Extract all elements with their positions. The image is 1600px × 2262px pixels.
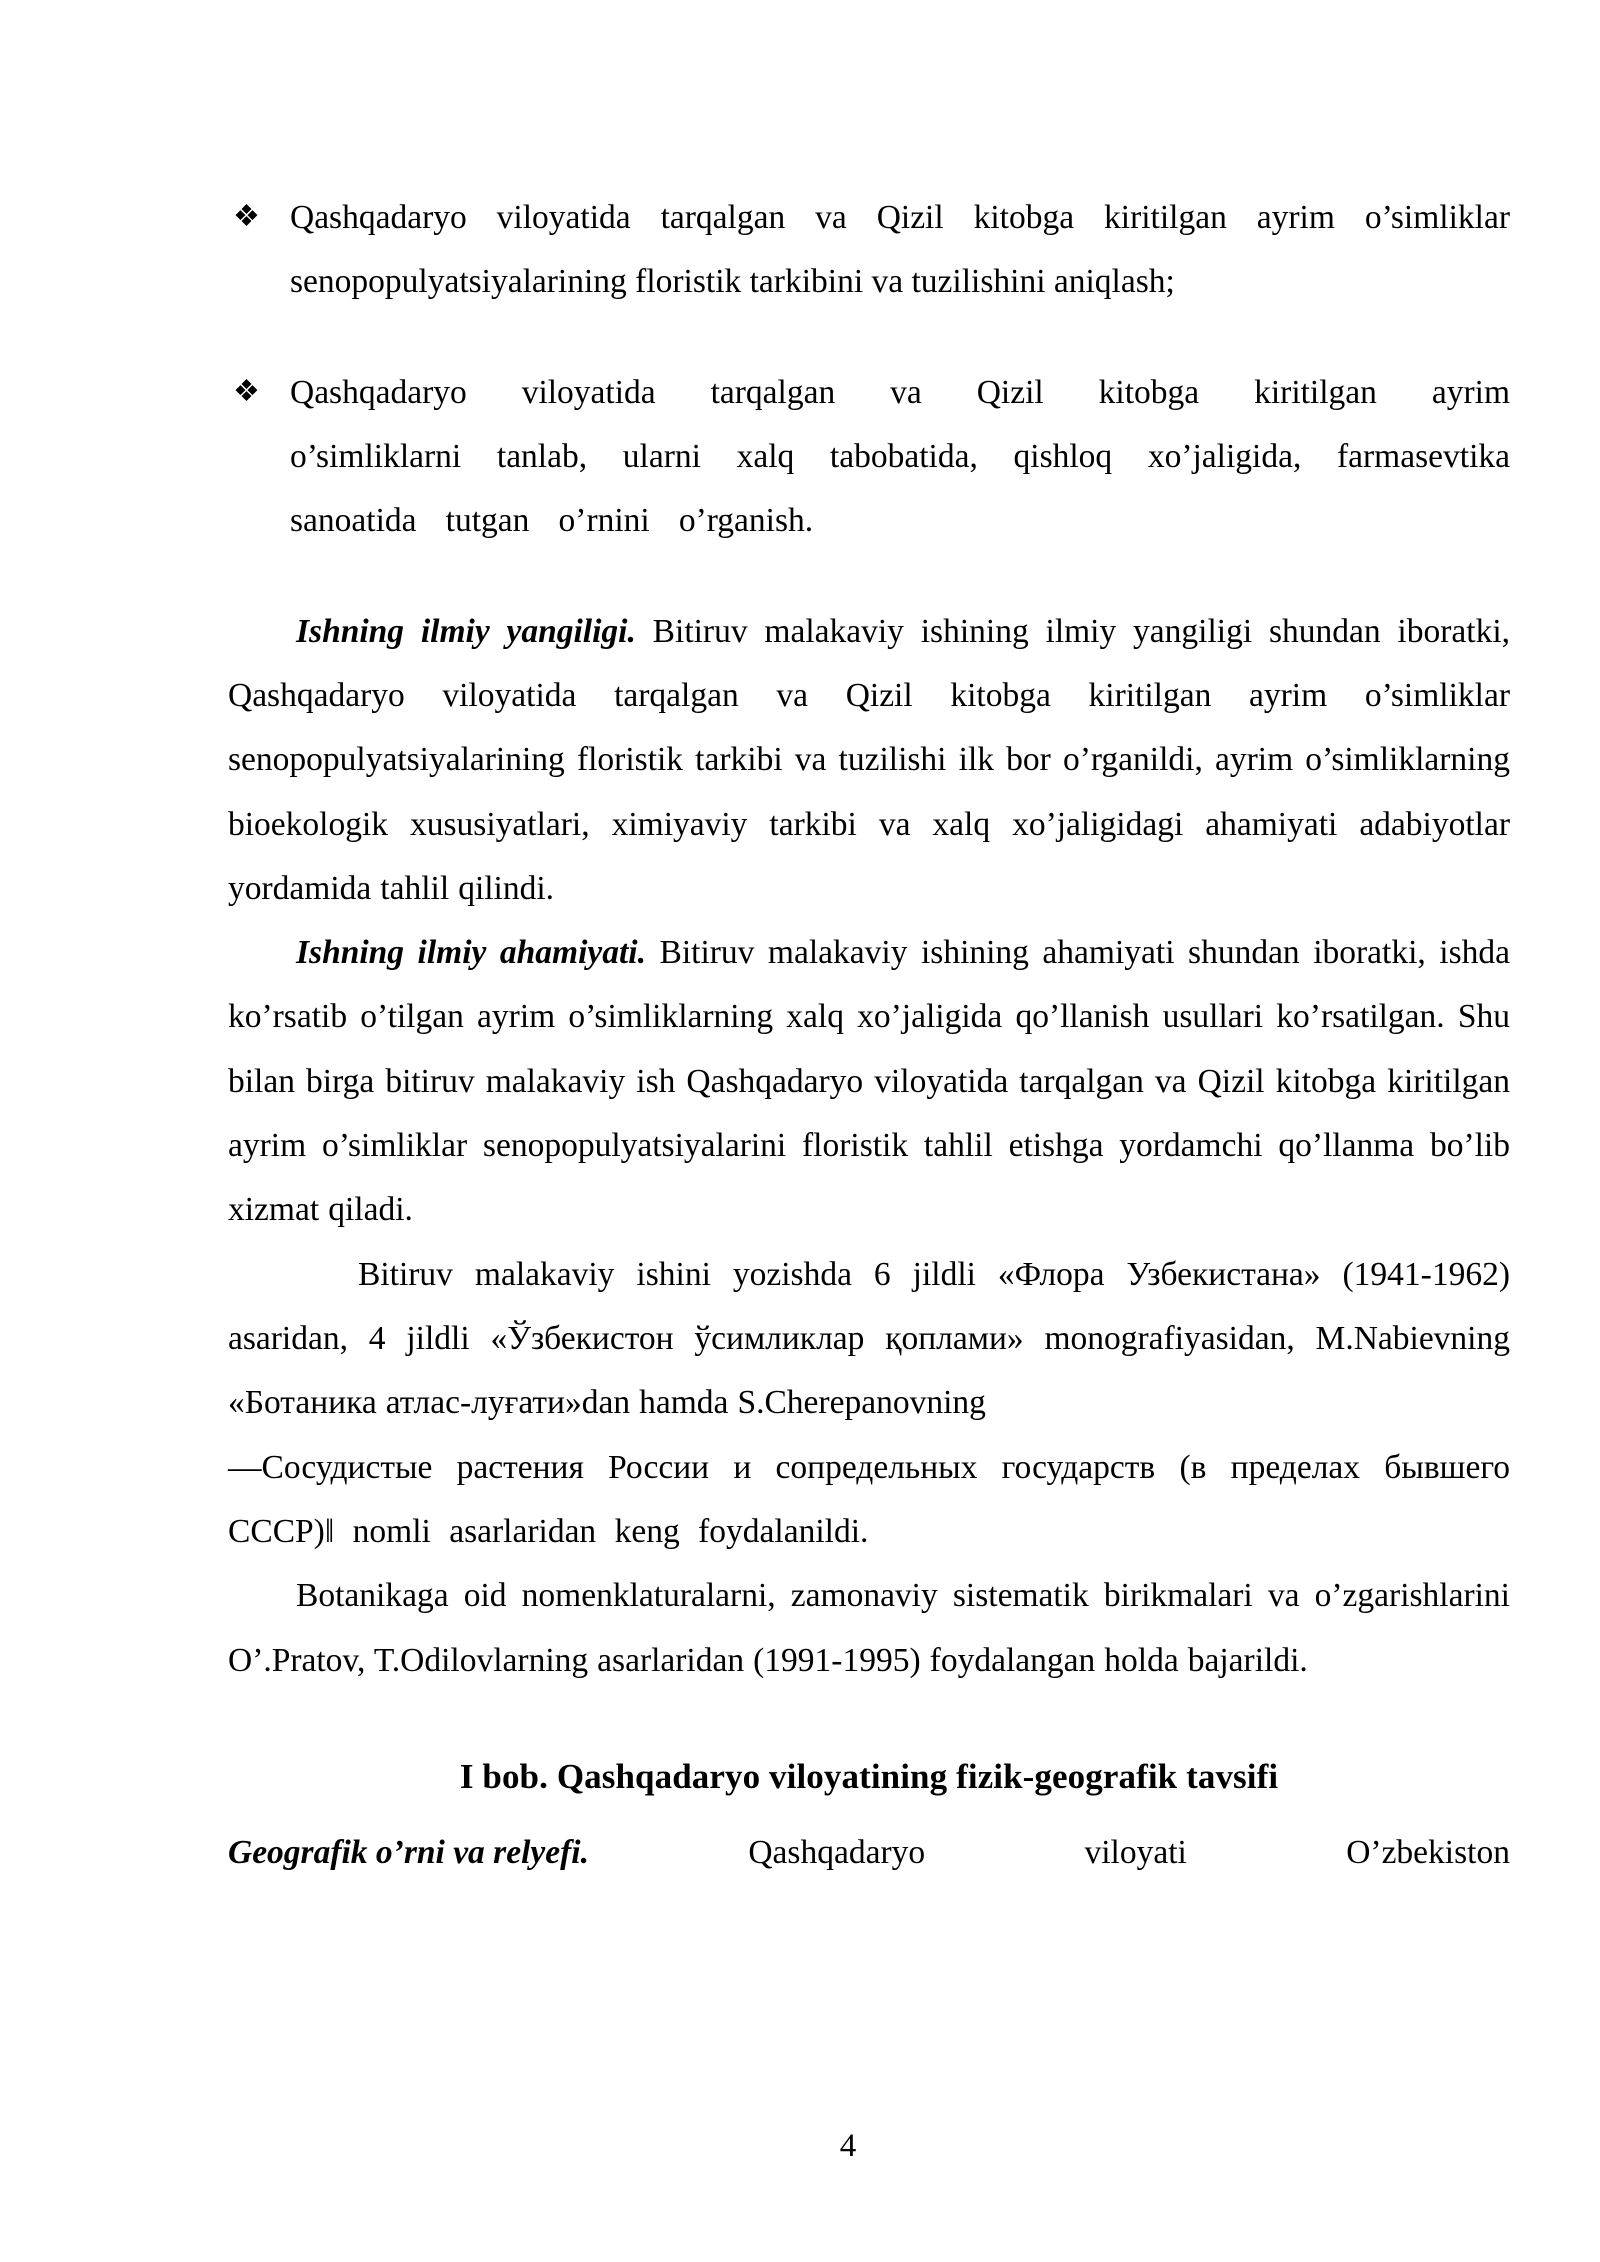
- list-item: [228, 361, 1510, 554]
- section-word-2: viloyati: [1084, 1833, 1187, 1871]
- section-heading-line: [228, 1821, 1510, 1885]
- paragraph-body: Bitiruv malakaviy ishini yozishda 6 jildli «Флора Узбекистана» (1941-1962) asaridan, 4 jildli «Ўзбекистон ўсимликлар қоплами» monografiyasidan, M.Nabievning «Ботаника атлас-луғати»dan hamda S.Cherepanovning: [228, 1255, 1510, 1422]
- list-item-text: Qashqadaryo viloyatida tarqalgan va Qizil kitobga kiritilgan ayrim o’simliklar senopopulyatsiyalarining floristik tarkibini va tuzilishini aniqlash;: [290, 199, 1510, 301]
- diamond-bullet-icon: ❖: [233, 374, 260, 408]
- paragraph-rus-manba: [228, 1436, 1510, 1565]
- paragraph-manbalar: [228, 1243, 1510, 1436]
- paragraph-body: Botanikaga oid nomenklaturalarni, zamonaviy sistematik birikmalari va o’zgarishlarini O’.Pratov, T.Odilovlarning asarlaridan (1991-1995) foydalangan holda bajarildi.: [228, 1577, 1510, 1679]
- paragraph-nomenklatura: [228, 1564, 1510, 1693]
- paragraph-ilmiy-ahamiyati: [228, 921, 1510, 1243]
- diamond-bullet-icon: ❖: [233, 200, 260, 233]
- section-word-1: Qashqadaryo: [748, 1833, 926, 1871]
- paragraph-body: Bitiruv malakaviy ishining ahamiyati shundan iboratki, ishda ko’rsatib o’tilgan ayrim o’simliklarning xalq xo’jaligida qo’llanish usullari ko’rsatilgan. Shu bilan birga bitiruv malakaviy ish Qashqadaryo viloyatida tarqalgan va Qizil kitobga kiritilgan ayrim o’simliklar senopopulyatsiyalarini floristik tahlil etishga yordamchi qo’llanma bo’lib xizmat qiladi.: [228, 934, 1510, 1229]
- page-content: [228, 186, 1510, 1885]
- paragraph-ilmiy-yangiligi: [228, 600, 1510, 922]
- section-lead-in: Geografik o’rni va relyefi.: [228, 1833, 589, 1871]
- page-number: 4: [839, 2128, 857, 2164]
- paragraph-lead-in: Ishning ilmiy yangiligi.: [296, 612, 636, 650]
- list-item-text: Qashqadaryo viloyatida tarqalgan va Qizil kitobga kiritilgan ayrim o’simliklarni tanlab, ularni xalq tabobatida, qishloq xo’jaligida, farmasevtika sanoatida tutgan o’rnini o’rganish.: [290, 373, 1510, 540]
- paragraph-body: Bitiruv malakaviy ishining ilmiy yangiligi shundan iboratki, Qashqadaryo viloyatida tarqalgan va Qizil kitobga kiritilgan ayrim o’simliklar senopopulyatsiyalarining floristik tarkibi va tuzilishi ilk bor o’rganildi, ayrim o’simliklarning bioekologik xususiyatlari, ximiyaviy tarkibi va xalq xo’jaligidagi ahamiyati adabiyotlar yordamida tahlil qilindi.: [228, 612, 1510, 907]
- chapter-heading: I bob. Qashqadaryo viloyatining fizik-geografik tavsifi: [459, 1756, 1279, 1796]
- list-item: [228, 186, 1510, 315]
- paragraph-body: —Сосудистые растения России и сопредельных государств (в пределах бывшего СССР)‖ nomli asarlaridan keng foydalanildi.: [228, 1448, 1510, 1550]
- paragraph-lead-in: Ishning ilmiy ahamiyati.: [296, 934, 646, 972]
- section-word-3: O’zbekiston: [1346, 1833, 1510, 1871]
